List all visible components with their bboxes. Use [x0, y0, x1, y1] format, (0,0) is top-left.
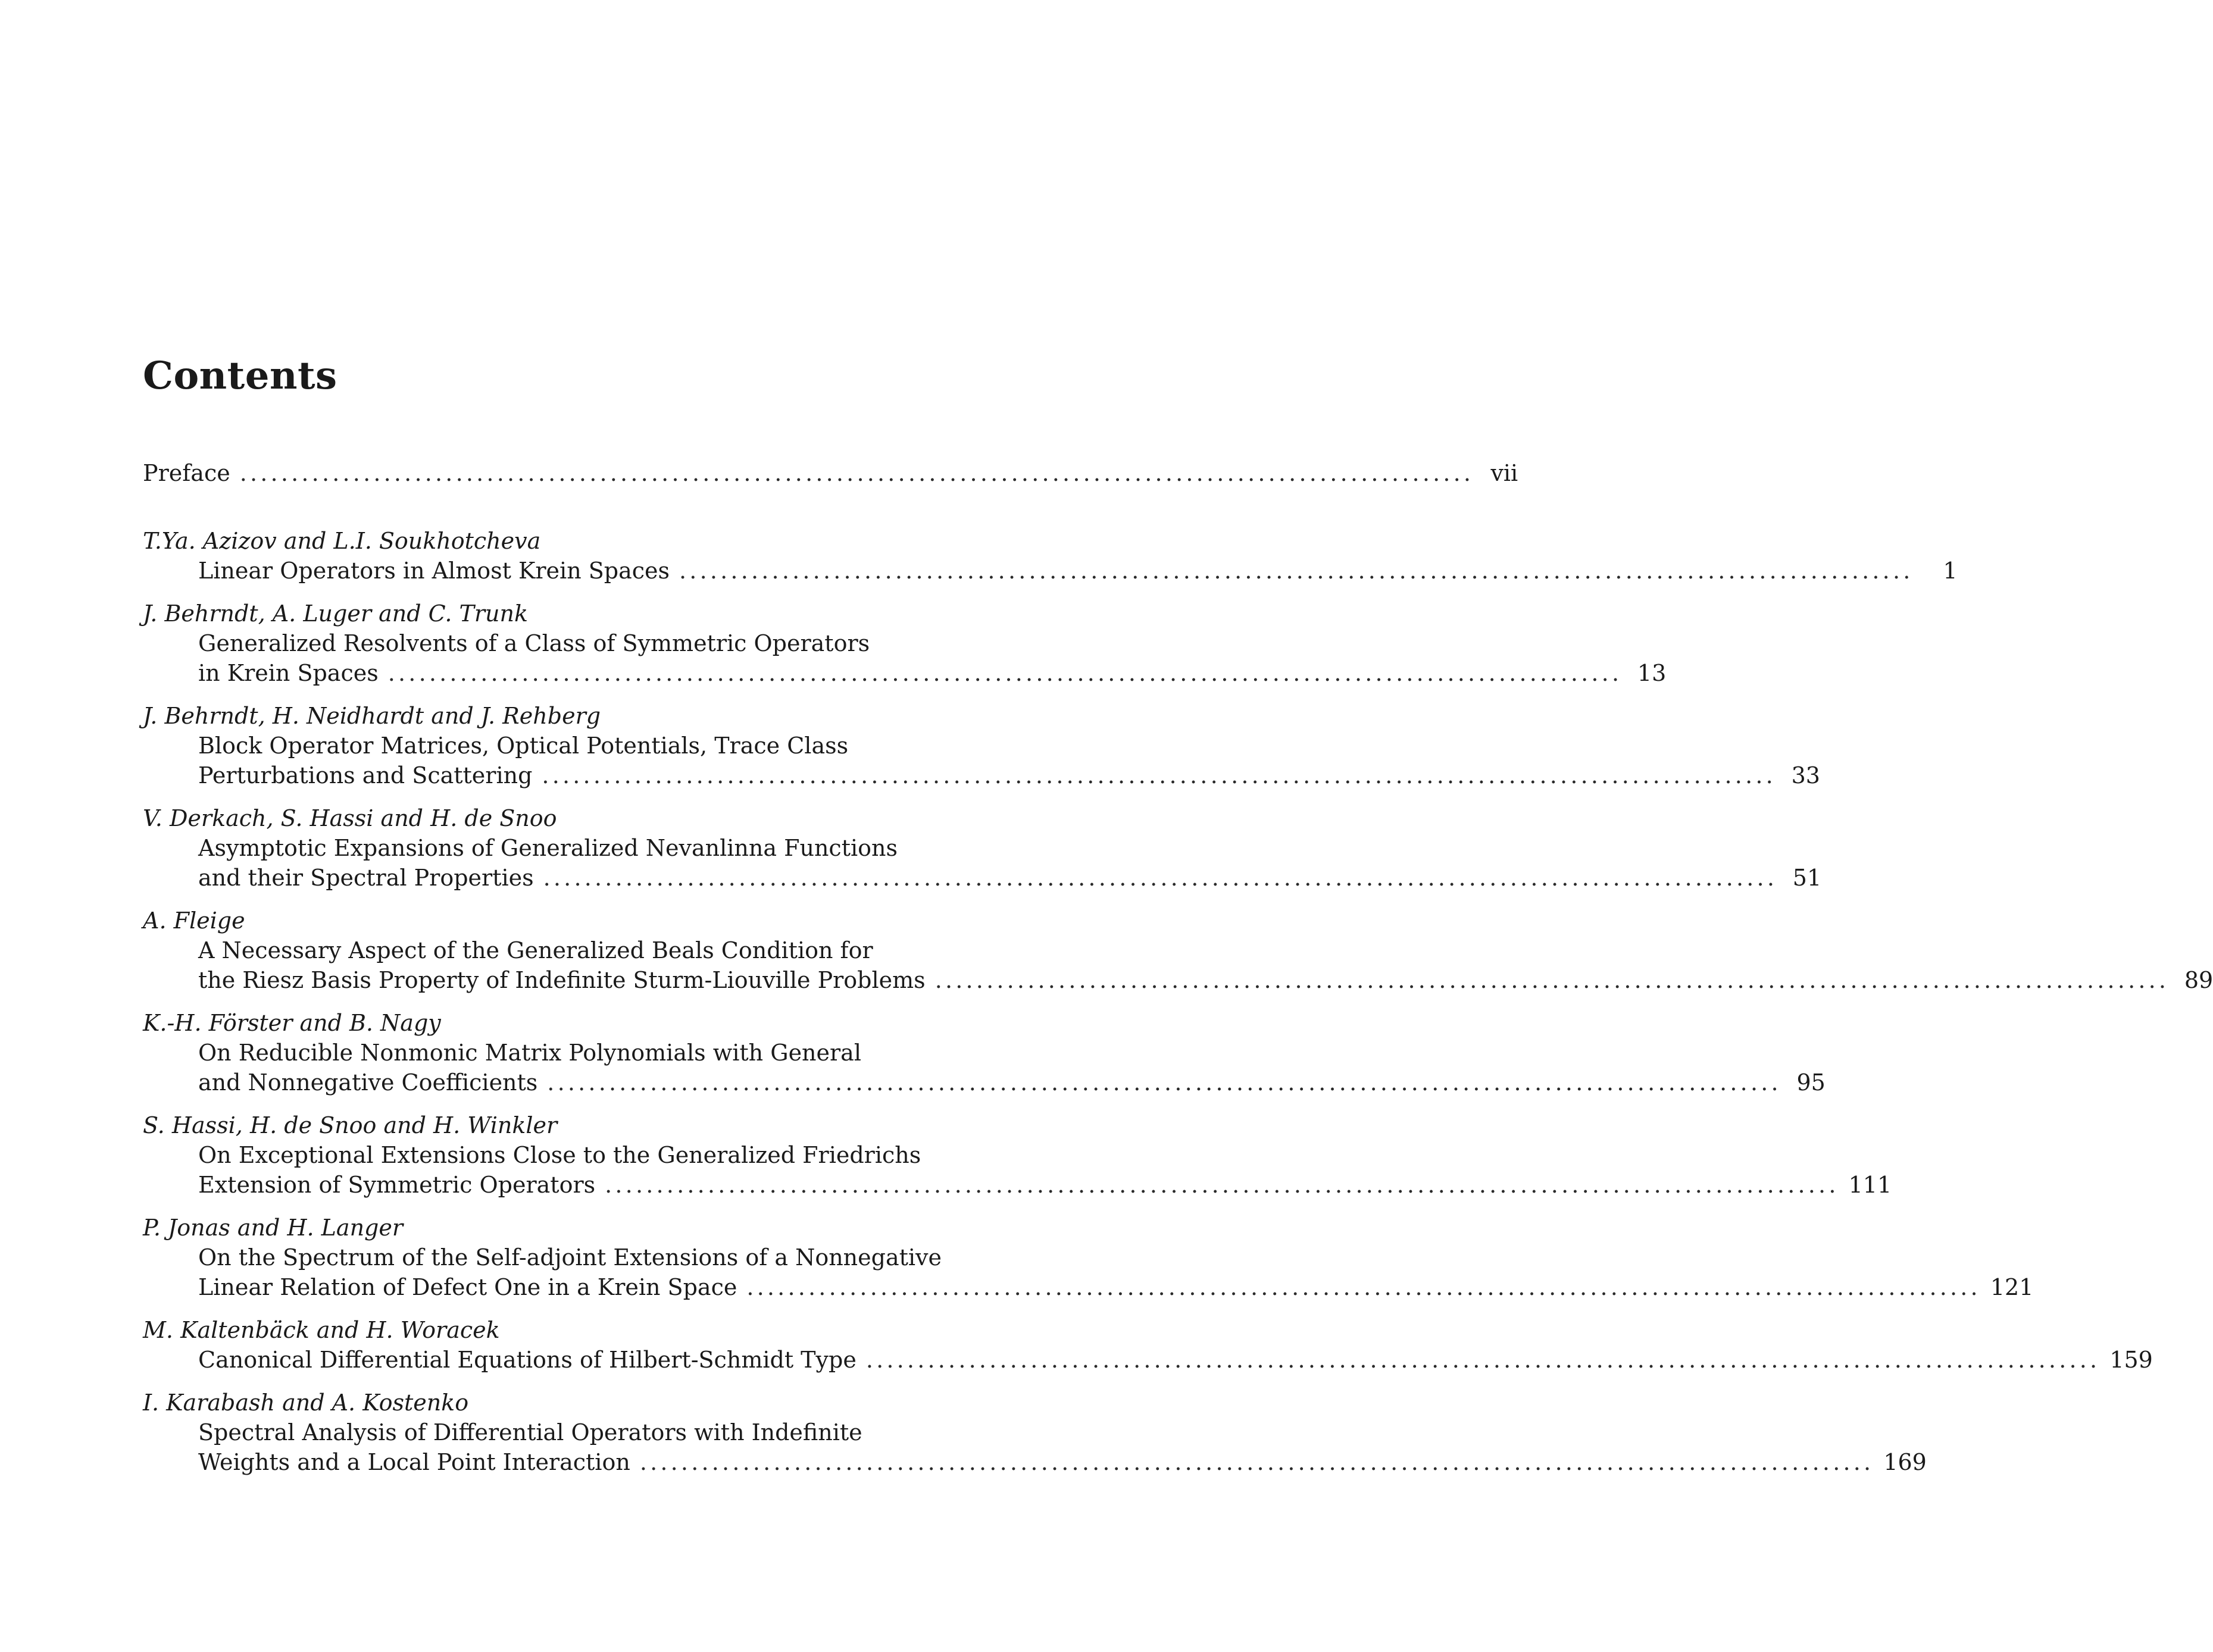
- entry-title-line: [143, 556, 1958, 586]
- entry-title-text: A Necessary Aspect of the Generalized Beals Condition for: [198, 937, 873, 963]
- entry-title-line: [143, 1272, 2034, 1302]
- entry-authors: V. Derkach, S. Hassi and H. de Snoo: [143, 805, 557, 831]
- entry-authors: P. Jonas and H. Langer: [143, 1215, 404, 1241]
- preface-title: Preface: [143, 460, 230, 486]
- entry-title-text: Extension of Symmetric Operators: [198, 1172, 596, 1198]
- toc-entry[interactable]: [143, 1315, 2153, 1375]
- entry-title-text: Generalized Resolvents of a Class of Symmetric Operators: [198, 630, 870, 656]
- toc-entry-preface[interactable]: [143, 458, 1518, 488]
- entry-authors: K.-H. Förster and B. Nagy: [143, 1010, 441, 1036]
- entry-title-text: in Krein Spaces: [198, 660, 379, 686]
- entry-title-line: [143, 1345, 2153, 1375]
- entry-page-number: 33: [1791, 762, 1820, 789]
- entry-page-number: 121: [1990, 1274, 2034, 1300]
- entry-authors: I. Karabash and A. Kostenko: [143, 1390, 469, 1416]
- toc-entry[interactable]: [143, 1213, 2034, 1302]
- entry-page-number: 89: [2184, 967, 2213, 993]
- dot-leader: ........................................................................................................................: [605, 1172, 1839, 1198]
- toc-entry[interactable]: [143, 906, 2213, 995]
- entry-page-number: 51: [1792, 865, 1822, 891]
- dot-leader: ........................................................................................................................: [746, 1274, 1981, 1300]
- entry-title-line: [143, 1418, 1025, 1447]
- toc-entry[interactable]: [143, 803, 1822, 893]
- preface-page-number: vii: [1490, 460, 1518, 486]
- dot-leader: ........................................................................................................................: [543, 865, 1778, 891]
- entry-title-line: [143, 1038, 1025, 1068]
- dot-leader: ........................................................................................................................: [639, 1449, 1874, 1475]
- entry-title-line: [143, 658, 1667, 688]
- dot-leader: ........................................................................................................................: [865, 1347, 2101, 1373]
- toc-entry[interactable]: [143, 599, 1667, 688]
- entry-title-line: [143, 628, 1025, 658]
- entry-title-text: On Reducible Nonmonic Matrix Polynomials with General: [198, 1040, 861, 1066]
- entry-title-line: [143, 1243, 1025, 1272]
- entry-title-text: the Riesz Basis Property of Indefinite Sturm-Liouville Problems: [198, 967, 926, 993]
- table-of-contents: [143, 458, 2213, 1490]
- entry-authors: T.Ya. Azizov and L.I. Soukhotcheva: [143, 528, 541, 554]
- entry-title-text: and Nonnegative Coefficients: [198, 1069, 538, 1096]
- contents-heading: Contents: [143, 353, 337, 398]
- entry-title-text: Asymptotic Expansions of Generalized Nevanlinna Functions: [198, 835, 898, 861]
- entry-title-line: [143, 863, 1822, 893]
- entry-title-line: [143, 935, 1025, 965]
- entry-authors: A. Fleige: [143, 908, 245, 934]
- dot-leader: ........................................................................................................................: [387, 660, 1623, 686]
- entry-title-line: [143, 1140, 1025, 1170]
- entry-title-line: [143, 761, 1820, 790]
- entry-authors: J. Behrndt, A. Luger and C. Trunk: [143, 600, 528, 627]
- entry-authors: M. Kaltenbäck and H. Woracek: [143, 1317, 500, 1343]
- entry-page-number: 13: [1637, 660, 1667, 686]
- toc-entries: [143, 526, 2213, 1477]
- entry-title-text: Linear Relation of Defect One in a Krein Space: [198, 1274, 737, 1300]
- toc-entry[interactable]: [143, 1110, 1892, 1200]
- toc-entry[interactable]: [143, 1388, 1927, 1477]
- entry-title-text: On Exceptional Extensions Close to the Generalized Friedrichs: [198, 1142, 921, 1168]
- entry-page-number: 111: [1848, 1172, 1892, 1198]
- entry-title-line: [143, 1447, 1927, 1477]
- toc-entry[interactable]: [143, 1008, 1826, 1097]
- entry-page-number: 169: [1883, 1449, 1927, 1475]
- entry-title-text: Linear Operators in Almost Krein Spaces: [198, 558, 670, 584]
- entry-title-line: [143, 1068, 1826, 1097]
- toc-entry[interactable]: [143, 701, 1820, 790]
- entry-page-number: 1: [1943, 558, 1958, 584]
- toc-entry[interactable]: [143, 526, 1958, 586]
- dot-leader: ........................................................................................................................: [239, 460, 1474, 486]
- entry-title-text: Block Operator Matrices, Optical Potentials, Trace Class: [198, 733, 849, 759]
- entry-title-text: Weights and a Local Point Interaction: [198, 1449, 630, 1475]
- entry-title-text: Canonical Differential Equations of Hilbert-Schmidt Type: [198, 1347, 857, 1373]
- dot-leader: ........................................................................................................................: [547, 1069, 1781, 1096]
- entry-title-line: [143, 833, 1025, 863]
- entry-page-number: 95: [1796, 1069, 1826, 1096]
- entry-title-text: Perturbations and Scattering: [198, 762, 533, 789]
- entry-title-text: and their Spectral Properties: [198, 865, 534, 891]
- dot-leader: ........................................................................................................................: [542, 762, 1776, 789]
- entry-title-line: [143, 1170, 1892, 1200]
- entry-authors: S. Hassi, H. de Snoo and H. Winkler: [143, 1112, 558, 1138]
- dot-leader: ........................................................................................................................: [934, 967, 2170, 993]
- entry-title-line: [143, 965, 2213, 995]
- entry-page-number: 159: [2109, 1347, 2153, 1373]
- entry-title-text: Spectral Analysis of Differential Operators with Indefinite: [198, 1419, 862, 1446]
- entry-title-line: [143, 731, 1025, 761]
- entry-authors: J. Behrndt, H. Neidhardt and J. Rehberg: [143, 703, 601, 729]
- dot-leader: ........................................................................................................................: [679, 558, 1914, 584]
- entry-title-text: On the Spectrum of the Self-adjoint Extensions of a Nonnegative: [198, 1244, 942, 1271]
